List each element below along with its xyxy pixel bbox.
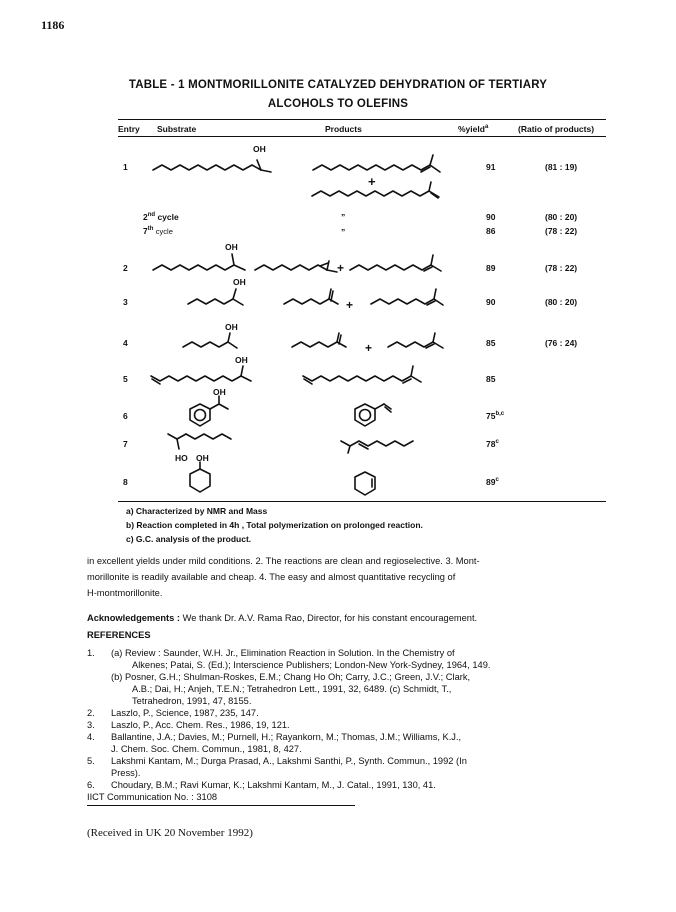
body-text-line: morillonite is readily available and cheap. 4. The easy and almost quantitative recycling of (87, 572, 456, 582)
substrate-6-structure (190, 387, 228, 426)
entry-1: 1 (123, 162, 128, 172)
substrate-2-structure (153, 242, 245, 270)
acknowledgements (87, 610, 617, 626)
entry-3: 3 (123, 297, 128, 307)
reference-line: Choudary, B.M.; Ravi Kumar, K.; Lakshmi Kantam, M., J. Catal., 1991, 130, 41. (111, 780, 436, 790)
reference-line: Alkenes; Patai, S. (Ed.); Interscience Publishers; London-New York-Sydney, 1964, 149. (132, 660, 491, 670)
svg-text:OH: OH (225, 322, 238, 332)
table-bottom-rule (118, 501, 606, 502)
svg-text:OH: OH (235, 355, 248, 365)
reference-line: (b) Posner, G.H.; Shulman-Roskes, E.M.; Chang Ho Oh; Carry, J.C.; Green, J.V.; Clark, (111, 672, 471, 682)
substrate-7-structure (168, 434, 231, 463)
yield-entry-1: 91 (486, 162, 496, 172)
entry-5: 5 (123, 374, 128, 384)
communication-rule (87, 805, 355, 806)
reference-line: Ballantine, J.A.; Davies, M.; Purnell, H.; Rayankorn, M.; Thomas, J.M.; Williams, K.J., (111, 732, 462, 742)
plus-sign-1: + (368, 174, 376, 189)
product-4a-structure (292, 333, 346, 347)
yield-entry-3: 90 (486, 297, 496, 307)
reference-number: 6. (87, 780, 95, 790)
reference-number: 1. (87, 648, 95, 658)
table-title-line1: TABLE - 1 MONTMORILLONITE CATALYZED DEHYDRATION OF TERTIARY (128, 79, 548, 91)
product-4b-structure (388, 333, 443, 348)
substrate-5-structure (151, 355, 251, 384)
body-text (87, 553, 617, 601)
yield-entry-7: 78$^c$ (486, 439, 499, 449)
entry-4: 4 (123, 338, 128, 348)
ditto-mark-2: ” (341, 227, 346, 237)
svg-text:OH: OH (196, 453, 209, 463)
substrate-1-structure (153, 144, 271, 172)
entry-6: 6 (123, 411, 128, 421)
entry-2: 2 (123, 263, 128, 273)
page-number: 1186 (41, 18, 65, 32)
ratio-entry-3: (80 : 20) (545, 297, 578, 307)
yield-entry-5: 85 (486, 374, 496, 384)
product-1a-structure (313, 155, 440, 172)
reference-line: Tetrahedron, 1991, 47, 8155. (132, 696, 252, 706)
reference-line: Press). (111, 768, 141, 778)
communication-number: IICT Communication No. : 3108 (87, 792, 218, 802)
yield-entry-2: 89 (486, 263, 496, 273)
product-5-structure (303, 366, 421, 384)
svg-text:OH: OH (225, 242, 238, 252)
yield-7th-cycle: 86 (486, 226, 496, 236)
reference-number: 3. (87, 720, 95, 730)
reference-number: 4. (87, 732, 95, 742)
ratio-7th-cycle: (78 : 22) (545, 226, 578, 236)
oh-label: OH (253, 144, 266, 154)
svg-text:HO: HO (175, 453, 188, 463)
yield-entry-4: 85 (486, 338, 496, 348)
svg-text:OH: OH (213, 387, 226, 397)
cycle-note-7th: 7th cycle (143, 226, 173, 236)
product-2a-structure (255, 261, 337, 272)
yield-entry-6: 75$^{b,c}$ (486, 411, 505, 421)
footnote-a: a) Characterized by NMR and Mass (126, 506, 268, 516)
received-date: (Received in UK 20 November 1992) (87, 827, 253, 839)
acknowledgements-text: We thank Dr. A.V. Rama Rao, Director, for his constant encouragement. (180, 613, 478, 623)
header-substrate: Substrate (157, 124, 197, 134)
product-2b-structure (350, 255, 441, 271)
product-3b-structure (371, 289, 443, 305)
reference-line: J. Chem. Soc. Chem. Commun., 1981, 8, 427. (111, 744, 302, 754)
reference-line: Lakshmi Kantam, M.; Durga Prasad, A., Lakshmi Santhi, P., Synth. Commun., 1992 (In (111, 756, 467, 766)
svg-text:OH: OH (233, 277, 246, 287)
product-6-structure (355, 404, 391, 426)
body-text-line: H-montmorillonite. (87, 588, 163, 598)
references-heading: REFERENCES (87, 630, 151, 640)
header-yield: %yield$^a$ (458, 124, 489, 134)
yield-2nd-cycle: 90 (486, 212, 496, 222)
yield-entry-8: 89$^c$ (486, 477, 499, 487)
acknowledgements-heading: Acknowledgements : (87, 613, 180, 623)
reference-number: 5. (87, 756, 95, 766)
plus-sign-4: + (365, 341, 373, 355)
reference-line: (a) Review : Saunder, W.H. Jr., Elimination Reaction in Solution. In the Chemistry of (111, 648, 455, 658)
reference-line: Laszlo, P., Acc. Chem. Res., 1986, 19, 121. (111, 720, 290, 730)
reference-line: A.B.; Dai, H.; Anjeh, T.E.N.; Tetrahedron Lett., 1991, 32, 6489. (c) Schmidt, T., (132, 684, 452, 694)
body-text-line: in excellent yields under mild conditions. 2. The reactions are clean and regioselective. 3. Mont- (87, 556, 480, 566)
ditto-mark-1: ” (341, 212, 346, 222)
reference-number: 2. (87, 708, 95, 718)
substrate-8-structure (190, 462, 210, 492)
cycle-note-2nd: 2nd cycle (143, 212, 179, 222)
footnote-b: b) Reaction completed in 4h , Total polymerization on prolonged reaction. (126, 520, 423, 530)
table-title-line2: ALCOHOLS TO OLEFINS (267, 98, 409, 110)
product-3a-structure (284, 289, 338, 304)
ratio-2nd-cycle: (80 : 20) (545, 212, 578, 222)
plus-sign-3: + (346, 298, 354, 312)
ratio-entry-2: (78 : 22) (545, 263, 578, 273)
ratio-entry-1: (81 : 19) (545, 162, 578, 172)
ratio-entry-4: (76 : 24) (545, 338, 578, 348)
header-ratio: (Ratio of products) (518, 124, 595, 134)
substrate-3-structure (188, 277, 246, 305)
reference-line: Laszlo, P., Science, 1987, 235, 147. (111, 708, 259, 718)
product-7-structure (341, 441, 413, 453)
footnote-c: c) G.C. analysis of the product. (126, 534, 252, 544)
header-entry: Entry (118, 124, 140, 134)
entry-7: 7 (123, 439, 128, 449)
entry-8: 8 (123, 477, 128, 487)
plus-sign-2: + (337, 261, 345, 275)
substrate-4-structure (183, 322, 238, 348)
product-8-structure (355, 472, 375, 495)
header-products: Products (325, 124, 362, 134)
